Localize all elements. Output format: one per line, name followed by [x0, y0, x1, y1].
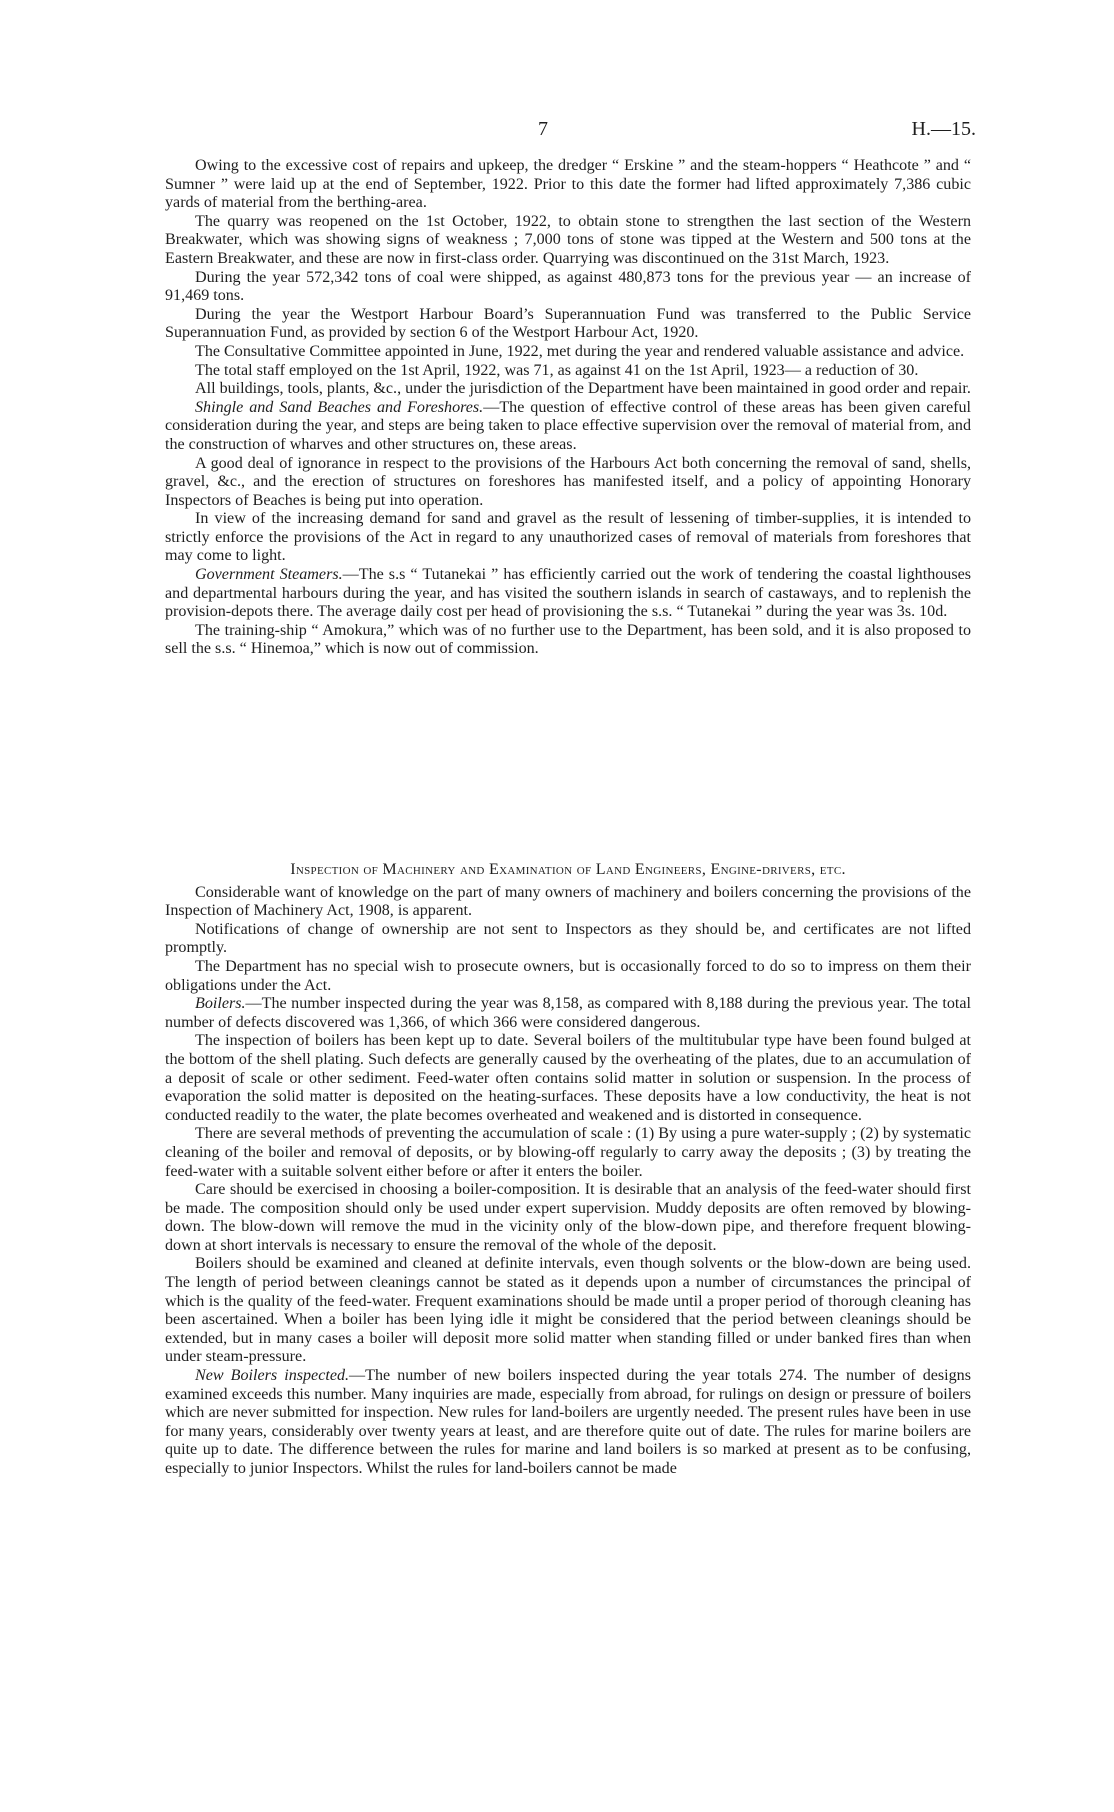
paragraph-new-boilers-text: —The number of new boilers inspected during the year totals 274. The number of designs examined exceeds this number. Many inquiries are made, especially from abroad, for rulings on design or pressure of boilers which are never submitted for inspection. New rules for land-boilers are urgently needed. The present rules have been in use for many years, considerably over twenty years at least, and are therefore quite out of date. The rules for marine boilers are quite up to date. The difference between the rules for marine and land boilers is so marked at present as to be confusing, especially to junior Inspectors. Whilst the rules for land-boilers cannot be made	[165, 1367, 971, 1477]
paragraph-new-boilers	[165, 1367, 971, 1479]
paragraph-quarry: The quarry was reopened on the 1st October, 1922, to obtain stone to strengthen the last section of the Western Breakwater, which was showing signs of weakness ; 7,000 tons of stone was tipped at the Western and 500 tons at the Eastern Breakwater, and these are now in first-class order. Quarrying was discontinued on the 31st March, 1923.	[165, 212, 971, 267]
paragraph-training-ship: The training-ship “ Amokura,” which was of no further use to the Department, has been sold, and it is also proposed to sell the s.s. “ Hinemoa,” which is now out of commission.	[165, 621, 971, 658]
paragraph-cleaning: Boilers should be examined and cleaned at definite intervals, even though solvents or the blow-down are being used. The length of period between cleanings cannot be stated as it depends upon a number of circumstances the principal of which is the quality of the feed-water. Frequent examinations should be made until a proper period of thorough cleaning has been ascertained. When a boiler has been lying idle it might be considered that the period between cleanings should be extended, but in many cases a boiler will deposit more solid matter when standing filled or under banked fires than when under steam-pressure.	[165, 1255, 971, 1366]
harbours-section	[165, 157, 971, 659]
paragraph-prosecute: The Department has no special wish to prosecute owners, but is occasionally forced to do so to impress on them their obligations under the Act.	[165, 957, 971, 994]
paragraph-inspection: The inspection of boilers has been kept up to date. Several boilers of the multitubular type have been found bulged at the bottom of the shell plating. Such defects are generally caused by the overheating of the plates, due to an accumulation of a deposit of scale or other sediment. Feed-water often contains solid matter in solution or suspension. In the process of evaporation the solid matter is deposited on the heating-surfaces. These deposits have a low conductivity, the heat is not conducted readily to the water, the plate becomes overheated and weakened and is distorted in consequence.	[165, 1032, 971, 1124]
page-number: 7	[538, 118, 548, 140]
paragraph-steamers	[165, 566, 971, 622]
section-heading: Inspection of Machinery and Examination of Land Engineers, Engine-drivers, etc.	[290, 861, 846, 878]
paragraph-coal: During the year 572,342 tons of coal were shipped, as against 480,873 tons for the previous year — an increase of 91,469 tons.	[165, 268, 971, 305]
paragraph-committee: The Consultative Committee appointed in June, 1922, met during the year and rendered valuable assistance and advice.	[195, 342, 965, 360]
paragraph-foreshores	[165, 399, 971, 455]
paragraph-knowledge: Considerable want of knowledge on the part of many owners of machinery and boilers concerning the provisions of the Inspection of Machinery Act, 1908, is apparent.	[165, 883, 971, 920]
paragraph-sand-gravel: In view of the increasing demand for sand and gravel as the result of lessening of timber-supplies, it is intended to strictly enforce the provisions of the Act in regard to any unauthorized cases of removal of materials from foreshores that may come to light.	[165, 510, 971, 565]
subheading-steamers: Government Steamers.	[195, 566, 343, 584]
paragraph-dredger: Owing to the excessive cost of repairs and upkeep, the dredger “ Erskine ” and the steam-hoppers “ Heathcote ” and “ Sumner ” were laid up at the end of September, 1922. Prior to this date the former had lifted approximately 7,386 cubic yards of material from the berthing-area.	[165, 157, 971, 212]
document-reference: H.—15.	[911, 118, 976, 140]
paragraph-ignorance: A good deal of ignorance in respect to the provisions of the Harbours Act both concerning the removal of sand, shells, gravel, &c., and the erection of structures on foreshores has manifested itself, and a policy of appointing Honorary Inspectors of Beaches is being put into operation.	[165, 454, 971, 509]
page-header	[0, 118, 1114, 144]
paragraph-buildings: All buildings, tools, plants, &c., under the jurisdiction of the Department have been maintained in good order and repair.	[195, 380, 971, 398]
paragraph-foreshores-text: —The question of effective control of these areas has been given careful consideration during the year, and steps are being taken to place effective supervision over the removal of material from, and the construction of wharves and other structures on, these areas.	[165, 398, 971, 453]
subheading-foreshores: Shingle and Sand Beaches and Foreshores.	[195, 398, 484, 416]
machinery-section	[165, 861, 971, 1479]
paragraph-composition: Care should be exercised in choosing a boiler-composition. It is desirable that an analysis of the feed-water should first be made. The composition should only be used under expert supervision. Muddy deposits are often removed by blowing-down. The blow-down will remove the mud in the vicinity only of the blow-down pipe, and therefore frequent blowing-down at short intervals is necessary to ensure the removal of the whole of the deposit.	[165, 1181, 971, 1254]
subheading-boilers: Boilers.	[195, 995, 246, 1013]
paragraph-ownership: Notifications of change of ownership are not sent to Inspectors as they should be, and certificates are not lifted promptly.	[165, 920, 971, 957]
paragraph-boilers-text: —The number inspected during the year was 8,158, as compared with 8,188 during the previous year. The total number of defects discovered was 1,366, of which 366 were considered dangerous.	[165, 995, 971, 1031]
paragraph-scale-methods: There are several methods of preventing the accumulation of scale : (1) By using a pure water-supply ; (2) by systematic cleaning of the boiler and removal of deposits, or by blowing-off regularly to carry away the deposits ; (3) by treating the feed-water with a suitable solvent either before or after it enters the boiler.	[165, 1125, 971, 1180]
subheading-new-boilers: New Boilers inspected.	[195, 1367, 350, 1385]
paragraph-superannuation: During the year the Westport Harbour Board’s Superannuation Fund was transferred to the Public Service Superannuation Fund, as provided by section 6 of the Westport Harbour Act, 1920.	[165, 305, 971, 342]
paragraph-staff: The total staff employed on the 1st April, 1922, was 71, as against 41 on the 1st April, 1923— a reduction of 30.	[195, 361, 919, 379]
paragraph-steamers-text: —The s.s “ Tutanekai ” has efficiently carried out the work of tendering the coastal lighthouses and departmental harbours during the year, and has visited the southern islands in search of castaways, and to replenish the provision-depots there. The average daily cost per head of provisioning the s.s. “ Tutanekai ” during the year was 3s. 10d.	[165, 566, 971, 621]
paragraph-boilers	[165, 995, 971, 1032]
